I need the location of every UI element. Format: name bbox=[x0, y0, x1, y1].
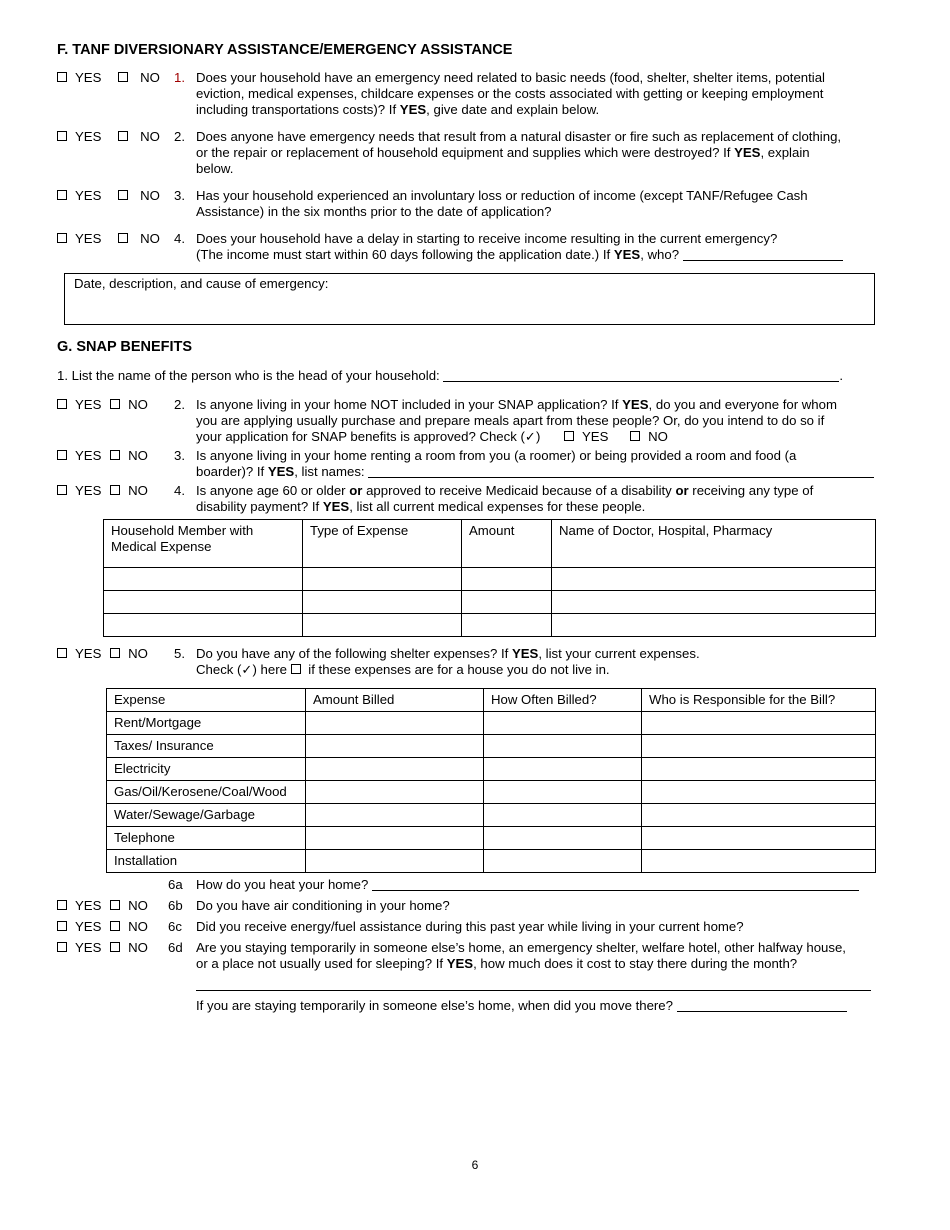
move-date-field[interactable] bbox=[677, 999, 847, 1012]
table-cell[interactable] bbox=[484, 781, 642, 804]
table-cell[interactable] bbox=[462, 591, 552, 614]
f-q2-number: 2. bbox=[174, 129, 185, 144]
f-q4-number: 4. bbox=[174, 231, 185, 246]
table-row bbox=[107, 781, 876, 804]
shelter-table-header-row bbox=[107, 689, 876, 712]
table-cell[interactable] bbox=[462, 568, 552, 591]
table-cell[interactable] bbox=[306, 781, 484, 804]
g-q6c-yes-no: YES NO bbox=[57, 919, 148, 935]
table-cell[interactable] bbox=[306, 735, 484, 758]
expense-label: Telephone bbox=[107, 827, 306, 850]
table-row bbox=[107, 850, 876, 873]
medical-expense-table bbox=[103, 519, 876, 637]
f-q4-who-field[interactable] bbox=[683, 248, 843, 261]
table-cell[interactable] bbox=[484, 850, 642, 873]
table-cell[interactable] bbox=[484, 735, 642, 758]
f-q2-text: Does anyone have emergency needs that result from a natural disaster or fire such as replacement of clothing, or the repair or replacement of household equipment and supplies which were destroyed? If YES, explain below. bbox=[196, 129, 842, 176]
g-q4-yes-checkbox[interactable] bbox=[57, 485, 67, 495]
g-q6c-text: Did you receive energy/fuel assistance during this past year while living in your current home? bbox=[196, 919, 744, 934]
table-row bbox=[107, 758, 876, 781]
f-q4-no-checkbox[interactable] bbox=[118, 233, 128, 243]
g-q6b-yes-checkbox[interactable] bbox=[57, 900, 67, 910]
table-cell[interactable] bbox=[104, 614, 303, 637]
f-q3-yes-checkbox[interactable] bbox=[57, 190, 67, 200]
not-live-in-checkbox[interactable] bbox=[291, 664, 301, 674]
g-q5-no-checkbox[interactable] bbox=[110, 648, 120, 658]
table-cell[interactable] bbox=[303, 568, 462, 591]
medical-header-amount: Amount bbox=[462, 520, 552, 568]
table-cell[interactable] bbox=[306, 804, 484, 827]
g-q4-text: Is anyone age 60 or older or approved to receive Medicaid because of a disability or receiving any type of disability payment? If YES, list all current medical expenses for these people. bbox=[196, 483, 814, 514]
section-f-title: F. TANF DIVERSIONARY ASSISTANCE/EMERGENCY ASSISTANCE bbox=[57, 42, 513, 58]
table-cell[interactable] bbox=[642, 712, 876, 735]
g-q6d-yes-checkbox[interactable] bbox=[57, 942, 67, 952]
table-cell[interactable] bbox=[104, 568, 303, 591]
g-q4-no-checkbox[interactable] bbox=[110, 485, 120, 495]
table-cell[interactable] bbox=[642, 735, 876, 758]
shelter-header-expense: Expense bbox=[107, 689, 306, 712]
section-g-title: G. SNAP BENEFITS bbox=[57, 339, 193, 355]
g-q2-check-no-checkbox[interactable] bbox=[630, 431, 640, 441]
g-q6b-number: 6b bbox=[168, 898, 183, 913]
medical-header-type: Type of Expense bbox=[303, 520, 462, 568]
f-q2-no-checkbox[interactable] bbox=[118, 131, 128, 141]
table-cell[interactable] bbox=[484, 804, 642, 827]
f-q3-yes-no: YES NO bbox=[57, 188, 160, 204]
expense-label: Installation bbox=[107, 850, 306, 873]
g-q6c-yes-checkbox[interactable] bbox=[57, 921, 67, 931]
expense-label: Gas/Oil/Kerosene/Coal/Wood bbox=[107, 781, 306, 804]
table-row bbox=[104, 591, 876, 614]
table-cell[interactable] bbox=[303, 614, 462, 637]
g-q6d-move-text: If you are staying temporarily in someone else’s home, when did you move there? bbox=[196, 998, 847, 1014]
g-q3-yes-checkbox[interactable] bbox=[57, 450, 67, 460]
g-q2-no-checkbox[interactable] bbox=[110, 399, 120, 409]
shelter-expense-table bbox=[106, 688, 876, 873]
table-cell[interactable] bbox=[306, 850, 484, 873]
emergency-description-label: Date, description, and cause of emergency: bbox=[74, 276, 329, 291]
table-cell[interactable] bbox=[104, 591, 303, 614]
table-cell[interactable] bbox=[552, 591, 876, 614]
g-q4-yes-no: YES NO bbox=[57, 483, 148, 499]
g-q6a-number: 6a bbox=[168, 877, 183, 892]
g-q2-number: 2. bbox=[174, 397, 185, 412]
expense-label: Taxes/ Insurance bbox=[107, 735, 306, 758]
shelter-header-amount: Amount Billed bbox=[306, 689, 484, 712]
g-q3-text: Is anyone living in your home renting a room from you (a roomer) or being provided a room and food (a boarder)? If YES, list names: bbox=[196, 448, 874, 480]
head-of-household-field[interactable] bbox=[443, 369, 839, 382]
table-cell[interactable] bbox=[484, 712, 642, 735]
table-cell[interactable] bbox=[642, 758, 876, 781]
table-cell[interactable] bbox=[484, 827, 642, 850]
table-cell[interactable] bbox=[642, 781, 876, 804]
boarder-names-field[interactable] bbox=[368, 465, 874, 478]
table-cell[interactable] bbox=[484, 758, 642, 781]
g-q1-text: 1. List the name of the person who is the head of your household: . bbox=[57, 368, 844, 383]
expense-label: Water/Sewage/Garbage bbox=[107, 804, 306, 827]
shelter-header-frequency: How Often Billed? bbox=[484, 689, 642, 712]
table-cell[interactable] bbox=[303, 591, 462, 614]
shelter-header-responsible: Who is Responsible for the Bill? bbox=[642, 689, 876, 712]
g-q6c-number: 6c bbox=[168, 919, 182, 934]
g-q6b-no-checkbox[interactable] bbox=[110, 900, 120, 910]
g-q3-number: 3. bbox=[174, 448, 185, 463]
f-q1-number: 1. bbox=[174, 70, 185, 85]
table-row bbox=[107, 735, 876, 758]
g-q2-check-yes-checkbox[interactable] bbox=[564, 431, 574, 441]
f-q4-text: Does your household have a delay in starting to receive income resulting in the current emergency? (The income must start within 60 days following the application date.) If YES, who? bbox=[196, 231, 843, 263]
table-cell[interactable] bbox=[552, 614, 876, 637]
expense-label: Rent/Mortgage bbox=[107, 712, 306, 735]
g-q3-yes-no: YES NO bbox=[57, 448, 148, 464]
g-q6d-no-checkbox[interactable] bbox=[110, 942, 120, 952]
table-row bbox=[104, 614, 876, 637]
g-q6d-yes-no: YES NO bbox=[57, 940, 148, 956]
g-q5-text: Do you have any of the following shelter expenses? If YES, list your current expenses. Check (✓) here if these expenses are for a house you do not live in. bbox=[196, 646, 700, 677]
table-row bbox=[107, 712, 876, 735]
table-row bbox=[107, 804, 876, 827]
table-cell[interactable] bbox=[552, 568, 876, 591]
table-row bbox=[104, 568, 876, 591]
heating-method-field[interactable] bbox=[372, 878, 859, 891]
table-row bbox=[107, 827, 876, 850]
f-q3-no-checkbox[interactable] bbox=[118, 190, 128, 200]
g-q6d-text: Are you staying temporarily in someone else’s home, an emergency shelter, welfare hotel, other halfway house, or a place not usually used for sleeping? If YES, how much does it cost to stay there during the month? bbox=[196, 940, 846, 971]
table-cell[interactable] bbox=[642, 850, 876, 873]
g-q2-text: Is anyone living in your home NOT included in your SNAP application? If YES, do you and everyone for whom you are applying usually purchase and prepare meals apart from these people? Or, do you intend to do so if your application for SNAP benefits is approved? Check (✓) YES NO bbox=[196, 397, 837, 444]
f-q1-yes-no: YES NO bbox=[57, 70, 160, 86]
g-q6c-no-checkbox[interactable] bbox=[110, 921, 120, 931]
g-q4-number: 4. bbox=[174, 483, 185, 498]
g-q6b-yes-no: YES NO bbox=[57, 898, 148, 914]
emergency-description-box[interactable] bbox=[64, 273, 875, 325]
f-q1-text: Does your household have an emergency need related to basic needs (food, shelter, shelter items, potential eviction, medical expenses, childcare expenses or the costs associated with getting or keeping employment including transportations costs)? If YES, give date and explain below. bbox=[196, 70, 825, 117]
g-q5-number: 5. bbox=[174, 646, 185, 661]
f-q4-yes-no: YES NO bbox=[57, 231, 160, 247]
g-q6d-number: 6d bbox=[168, 940, 183, 955]
table-cell[interactable] bbox=[462, 614, 552, 637]
table-cell[interactable] bbox=[306, 712, 484, 735]
shelter-cost-field[interactable] bbox=[196, 990, 871, 991]
medical-header-member: Household Member with Medical Expense bbox=[104, 520, 303, 568]
medical-header-provider: Name of Doctor, Hospital, Pharmacy bbox=[552, 520, 876, 568]
table-cell[interactable] bbox=[642, 804, 876, 827]
f-q2-yes-checkbox[interactable] bbox=[57, 131, 67, 141]
page-number: 6 bbox=[471, 1158, 479, 1172]
f-q2-yes-no: YES NO bbox=[57, 129, 160, 145]
expense-label: Electricity bbox=[107, 758, 306, 781]
g-q3-no-checkbox[interactable] bbox=[110, 450, 120, 460]
f-q1-yes-checkbox[interactable] bbox=[57, 72, 67, 82]
table-cell[interactable] bbox=[306, 758, 484, 781]
medical-table-header-row bbox=[104, 520, 876, 568]
g-q5-yes-no: YES NO bbox=[57, 646, 148, 662]
g-q2-yes-checkbox[interactable] bbox=[57, 399, 67, 409]
f-q3-number: 3. bbox=[174, 188, 185, 203]
table-cell[interactable] bbox=[306, 827, 484, 850]
g-q6a-text: How do you heat your home? bbox=[196, 877, 859, 893]
g-q6b-text: Do you have air conditioning in your home? bbox=[196, 898, 450, 913]
g-q2-yes-no: YES NO bbox=[57, 397, 148, 413]
f-q3-text: Has your household experienced an involuntary loss or reduction of income (except TANF/Refugee Cash Assistance) in the six months prior to the date of application? bbox=[196, 188, 808, 219]
table-cell[interactable] bbox=[642, 827, 876, 850]
f-q4-yes-checkbox[interactable] bbox=[57, 233, 67, 243]
f-q1-no-checkbox[interactable] bbox=[118, 72, 128, 82]
g-q5-yes-checkbox[interactable] bbox=[57, 648, 67, 658]
